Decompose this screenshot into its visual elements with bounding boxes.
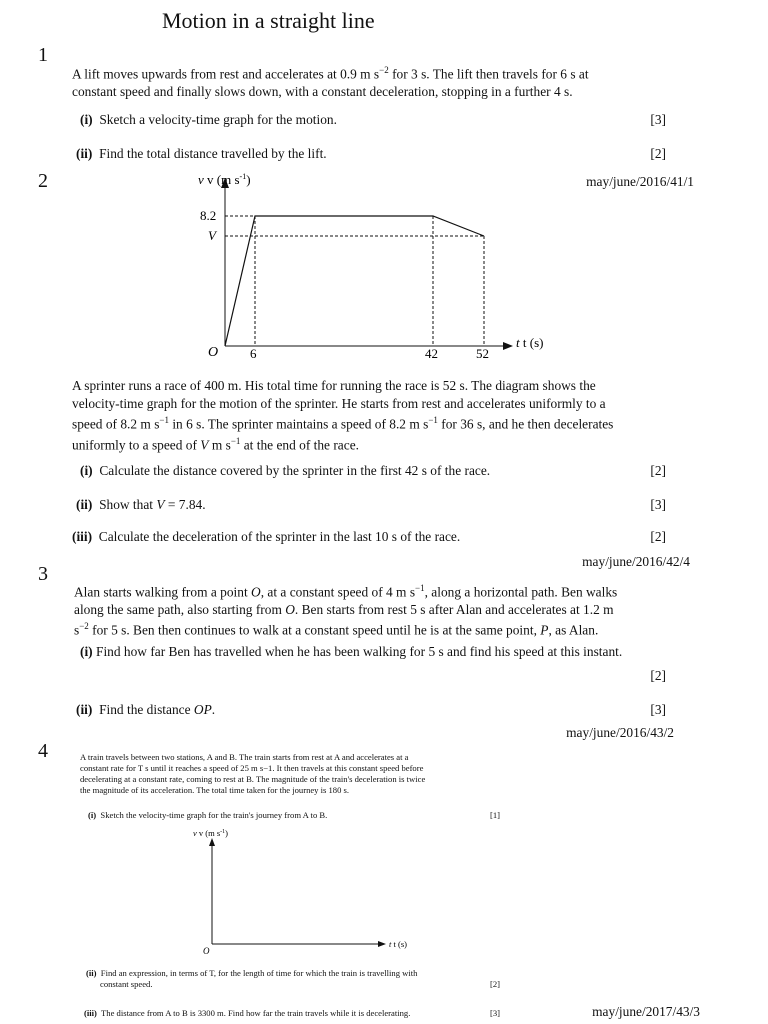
y-axis-label: v v (m $s^{-1}$) — [198, 172, 251, 187]
question-2-part-ii-marks: [3] — [650, 497, 666, 512]
question-4-part-ii: (ii) Find an expression, in terms of T, for the length of time for which the train is travelling with constant speed. — [86, 968, 418, 989]
question-2-part-i-marks: [2] — [650, 463, 666, 478]
tick-8-2: 8.2 — [200, 208, 217, 223]
question-1-number: 1 — [38, 44, 48, 66]
question-2-number: 2 — [38, 170, 48, 192]
origin-label: O — [203, 946, 210, 956]
question-3-part-i: (i) Find how far Ben has travelled when he has been walking for 5 s and find his speed at this instant. — [80, 644, 623, 659]
x-axis-label: t t (s) — [516, 335, 544, 350]
train-velocity-time-axes — [185, 826, 415, 958]
tick-42: 42 — [425, 346, 438, 361]
question-1-reference: may/june/2016/41/1 — [586, 174, 694, 189]
tick-6: 6 — [250, 346, 257, 361]
question-4-part-iii-marks: [3] — [489, 1008, 500, 1018]
question-3-part-ii: (ii) Find the distance OP. — [76, 702, 216, 717]
question-3-number: 3 — [38, 563, 48, 585]
question-4-part-i-marks: [1] — [489, 810, 500, 820]
question-2-part-iii: (iii) Calculate the deceleration of the sprinter in the last 10 s of the race. — [72, 529, 461, 544]
y-axis-arrow-icon — [209, 838, 215, 846]
question-1-text: A lift moves upwards from rest and accelerates at 0.9 m $s^{-2}$ for 3 s. The lift then travels for 6 s at constant speed and finally slows down, with a constant deceleration, stopping in a further 4 s. — [72, 65, 589, 99]
question-2-text: A sprinter runs a race of 400 m. His total time for running the race is 52 s. The diagram shows the velocity-time graph for the motion of the sprinter. He starts from rest and accelerates uniformly to a speed of 8.2 m $s^{-1}$ in 6 s. The sprinter maintains a speed of 8.2 m $s^{-1}$ for 36 s, and he then decelerates uniformly to a speed of V m $s^{-1}$ at the end of the race. — [72, 378, 614, 453]
question-1-part-i-marks: [3] — [650, 112, 666, 127]
question-3-part-i-marks: [2] — [650, 668, 666, 683]
question-2-part-iii-marks: [2] — [650, 529, 666, 544]
tick-v: V — [208, 228, 216, 243]
question-2-reference: may/june/2016/42/4 — [582, 554, 690, 569]
tick-52: 52 — [476, 346, 489, 361]
question-4-text: A train travels between two stations, A and B. The train starts from rest at A and accelerates at a constant rate for T s until it reaches a speed of 25 m s−1. It then travels at this constant speed before decelerating at a constant rate, coming to rest at B. The magnitude of the train's deceleration is twice the magnitude of its acceleration. The total time taken for the journey is 180 s. — [80, 752, 426, 795]
question-3-part-ii-marks: [3] — [650, 702, 666, 717]
x-axis-arrow-icon — [503, 342, 513, 350]
question-3-text: Alan starts walking from a point O, at a constant speed of 4 m $s^{-1}$, along a horizontal path. Ben walks along the same path, also starting from O. Ben starts from rest 5 s after Alan and accelerates at 1.2 m $s^{-2}$ for 5 s. Ben then continues to walk at a constant speed until he is at the same point, P, as Alan. — [74, 583, 618, 638]
y-axis-label: v v (m $s^{-1}$) — [193, 828, 228, 838]
x-axis-label: t t (s) — [389, 939, 407, 949]
question-1-part-ii-marks: [2] — [650, 146, 666, 161]
question-3-reference: may/june/2016/43/2 — [566, 725, 674, 740]
question-2-part-ii: (ii) Show that V = 7.84. — [76, 497, 206, 512]
question-4-part-i: (i) Sketch the velocity-time graph for the train's journey from A to B. — [88, 810, 328, 820]
question-1-part-ii: (ii) Find the total distance travelled by the lift. — [76, 146, 327, 161]
question-4-part-ii-marks: [2] — [489, 979, 500, 989]
question-4-part-iii: (iii) The distance from A to B is 3300 m. Find how far the train travels while it is decelerating. — [84, 1008, 411, 1018]
question-2-part-i: (i) Calculate the distance covered by the sprinter in the first 42 s of the race. — [80, 463, 491, 478]
x-axis-arrow-icon — [378, 941, 386, 947]
sprinter-velocity-time-graph — [180, 166, 560, 366]
question-4-number: 4 — [38, 740, 48, 762]
question-4-reference: may/june/2017/43/3 — [592, 1004, 700, 1019]
origin-label: O — [208, 345, 219, 360]
page-title: Motion in a straight line — [162, 8, 375, 33]
question-1-part-i: (i) Sketch a velocity-time graph for the motion. — [80, 112, 337, 127]
